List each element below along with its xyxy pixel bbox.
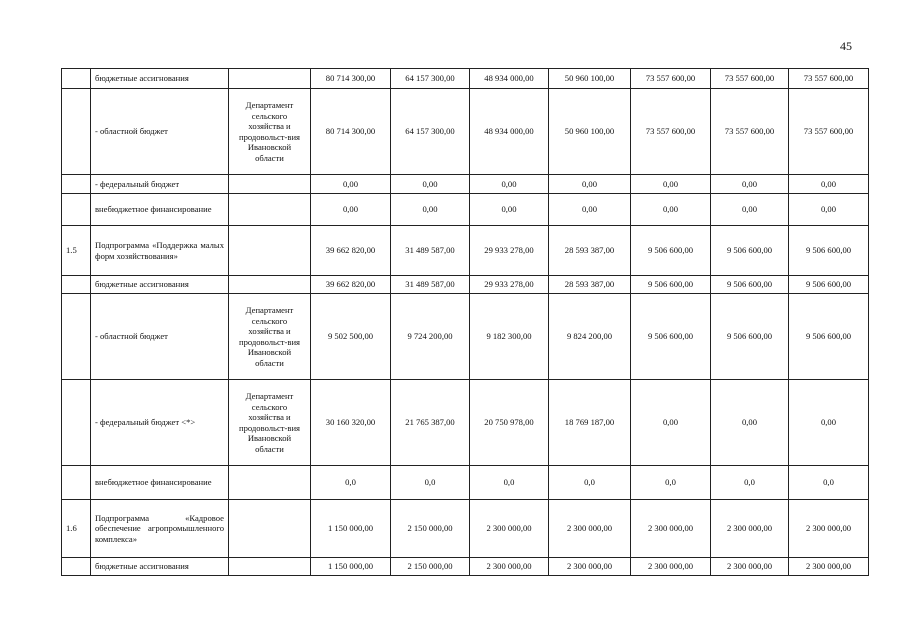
table-row <box>62 558 869 576</box>
table-row <box>62 175 869 194</box>
amount-cell: 2 300 000,00 <box>631 500 711 558</box>
amount-cell: 9 824 200,00 <box>549 294 631 380</box>
responsible-executor-cell: Департамент сельского хозяйства и продовольст-вия Ивановской области <box>229 294 311 380</box>
funding-source-cell: - федеральный бюджет <box>91 175 229 194</box>
funding-source-cell: - федеральный бюджет <*> <box>91 380 229 466</box>
amount-cell: 21 765 387,00 <box>391 380 470 466</box>
subprogram-name-cell: Подпрограмма «Поддержка малых форм хозяйствования» <box>91 226 229 276</box>
amount-cell: 9 506 600,00 <box>631 226 711 276</box>
amount-cell: 48 934 000,00 <box>470 69 549 89</box>
amount-cell: 73 557 600,00 <box>789 69 869 89</box>
amount-cell: 9 506 600,00 <box>711 294 789 380</box>
row-index-cell <box>62 89 91 175</box>
amount-cell: 28 593 387,00 <box>549 276 631 294</box>
table-row <box>62 294 869 380</box>
amount-cell: 30 160 320,00 <box>311 380 391 466</box>
table-row <box>62 276 869 294</box>
amount-cell: 64 157 300,00 <box>391 69 470 89</box>
amount-cell: 9 506 600,00 <box>631 276 711 294</box>
funding-source-cell: внебюджетное финансирование <box>91 466 229 500</box>
responsible-executor-cell <box>229 276 311 294</box>
responsible-executor-cell <box>229 558 311 576</box>
amount-cell: 9 506 600,00 <box>711 226 789 276</box>
table-row <box>62 380 869 466</box>
amount-cell: 0,00 <box>711 175 789 194</box>
amount-cell: 0,00 <box>311 175 391 194</box>
amount-cell: 50 960 100,00 <box>549 69 631 89</box>
amount-cell: 2 300 000,00 <box>549 500 631 558</box>
funding-source-cell: бюджетные ассигнования <box>91 69 229 89</box>
amount-cell: 48 934 000,00 <box>470 89 549 175</box>
amount-cell: 64 157 300,00 <box>391 89 470 175</box>
amount-cell: 0,00 <box>711 194 789 226</box>
amount-cell: 9 506 600,00 <box>631 294 711 380</box>
amount-cell: 73 557 600,00 <box>711 69 789 89</box>
responsible-executor-cell: Департамент сельского хозяйства и продовольст-вия Ивановской области <box>229 380 311 466</box>
responsible-executor-cell <box>229 175 311 194</box>
amount-cell: 39 662 820,00 <box>311 226 391 276</box>
amount-cell: 0,00 <box>470 194 549 226</box>
amount-cell: 0,0 <box>549 466 631 500</box>
row-index-cell <box>62 558 91 576</box>
responsible-executor-cell <box>229 466 311 500</box>
amount-cell: 28 593 387,00 <box>549 226 631 276</box>
amount-cell: 73 557 600,00 <box>789 89 869 175</box>
funding-source-cell: - областной бюджет <box>91 89 229 175</box>
responsible-executor-cell <box>229 194 311 226</box>
funding-source-cell: - областной бюджет <box>91 294 229 380</box>
amount-cell: 2 300 000,00 <box>470 558 549 576</box>
amount-cell: 20 750 978,00 <box>470 380 549 466</box>
amount-cell: 0,0 <box>631 466 711 500</box>
amount-cell: 1 150 000,00 <box>311 500 391 558</box>
amount-cell: 2 300 000,00 <box>789 558 869 576</box>
amount-cell: 0,00 <box>549 175 631 194</box>
row-index-cell <box>62 380 91 466</box>
amount-cell: 39 662 820,00 <box>311 276 391 294</box>
amount-cell: 0,0 <box>711 466 789 500</box>
amount-cell: 0,00 <box>311 194 391 226</box>
table-row <box>62 226 869 276</box>
amount-cell: 29 933 278,00 <box>470 226 549 276</box>
row-index-cell: 1.6 <box>62 500 91 558</box>
table-row <box>62 69 869 89</box>
amount-cell: 80 714 300,00 <box>311 89 391 175</box>
row-index-cell <box>62 276 91 294</box>
amount-cell: 2 150 000,00 <box>391 500 470 558</box>
amount-cell: 2 300 000,00 <box>711 558 789 576</box>
amount-cell: 9 506 600,00 <box>789 226 869 276</box>
amount-cell: 0,00 <box>549 194 631 226</box>
amount-cell: 2 150 000,00 <box>391 558 470 576</box>
amount-cell: 73 557 600,00 <box>711 89 789 175</box>
amount-cell: 0,00 <box>391 194 470 226</box>
amount-cell: 9 506 600,00 <box>711 276 789 294</box>
amount-cell: 9 506 600,00 <box>789 276 869 294</box>
row-index-cell <box>62 466 91 500</box>
responsible-executor-cell <box>229 500 311 558</box>
funding-source-cell: бюджетные ассигнования <box>91 558 229 576</box>
budget-table <box>61 68 869 576</box>
responsible-executor-cell <box>229 226 311 276</box>
amount-cell: 50 960 100,00 <box>549 89 631 175</box>
responsible-executor-cell: Департамент сельского хозяйства и продовольст-вия Ивановской области <box>229 89 311 175</box>
amount-cell: 9 182 300,00 <box>470 294 549 380</box>
amount-cell: 0,0 <box>470 466 549 500</box>
row-index-cell <box>62 175 91 194</box>
row-index-cell <box>62 69 91 89</box>
amount-cell: 0,00 <box>789 380 869 466</box>
amount-cell: 31 489 587,00 <box>391 226 470 276</box>
amount-cell: 31 489 587,00 <box>391 276 470 294</box>
subprogram-name-cell: Подпрограмма «Кадровое обеспечение агропромышленного комплекса» <box>91 500 229 558</box>
amount-cell: 0,00 <box>631 380 711 466</box>
amount-cell: 0,00 <box>711 380 789 466</box>
table-row <box>62 466 869 500</box>
table-row <box>62 89 869 175</box>
amount-cell: 2 300 000,00 <box>631 558 711 576</box>
amount-cell: 0,00 <box>789 194 869 226</box>
amount-cell: 73 557 600,00 <box>631 89 711 175</box>
amount-cell: 2 300 000,00 <box>789 500 869 558</box>
row-index-cell: 1.5 <box>62 226 91 276</box>
amount-cell: 2 300 000,00 <box>549 558 631 576</box>
amount-cell: 18 769 187,00 <box>549 380 631 466</box>
amount-cell: 1 150 000,00 <box>311 558 391 576</box>
amount-cell: 9 506 600,00 <box>789 294 869 380</box>
amount-cell: 29 933 278,00 <box>470 276 549 294</box>
amount-cell: 0,0 <box>311 466 391 500</box>
table-row <box>62 500 869 558</box>
table-body <box>62 69 869 576</box>
funding-source-cell: внебюджетное финансирование <box>91 194 229 226</box>
amount-cell: 73 557 600,00 <box>631 69 711 89</box>
page-number: 45 <box>840 39 852 53</box>
amount-cell: 9 502 500,00 <box>311 294 391 380</box>
funding-source-cell: бюджетные ассигнования <box>91 276 229 294</box>
amount-cell: 0,0 <box>789 466 869 500</box>
amount-cell: 0,00 <box>789 175 869 194</box>
amount-cell: 0,00 <box>470 175 549 194</box>
amount-cell: 0,00 <box>391 175 470 194</box>
amount-cell: 0,00 <box>631 194 711 226</box>
amount-cell: 9 724 200,00 <box>391 294 470 380</box>
amount-cell: 2 300 000,00 <box>470 500 549 558</box>
amount-cell: 2 300 000,00 <box>711 500 789 558</box>
row-index-cell <box>62 194 91 226</box>
responsible-executor-cell <box>229 69 311 89</box>
amount-cell: 80 714 300,00 <box>311 69 391 89</box>
row-index-cell <box>62 294 91 380</box>
amount-cell: 0,0 <box>391 466 470 500</box>
table-row <box>62 194 869 226</box>
amount-cell: 0,00 <box>631 175 711 194</box>
